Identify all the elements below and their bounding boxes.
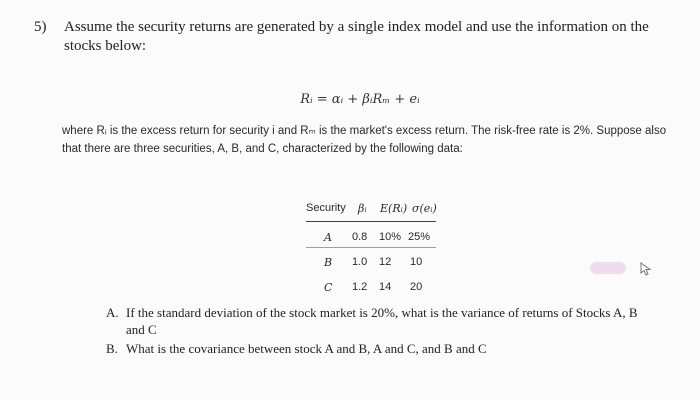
table-cell-return-b: 12 xyxy=(379,256,392,268)
question-number: 5) xyxy=(34,19,47,35)
sub-question-text: What is the covariance between stock A and B, A and C, and B and C xyxy=(126,341,487,356)
table-header-residual-sd: σ(eᵢ) xyxy=(412,202,437,215)
sub-question-label: B. xyxy=(106,341,118,356)
table-cell-beta-c: 1.2 xyxy=(352,281,368,293)
table-cell-beta-a: 0.8 xyxy=(352,231,368,243)
table-header-expected-return: E(Rᵢ) xyxy=(380,202,408,215)
table-header-security: Security xyxy=(306,202,346,214)
equation-text: Rᵢ = αᵢ + βᵢRₘ + eᵢ xyxy=(300,92,420,107)
sub-question-label: A. xyxy=(106,305,119,320)
table-cell-security-c: C xyxy=(324,281,333,294)
sub-questions xyxy=(106,304,646,359)
table-cell-beta-b: 1.0 xyxy=(352,256,368,268)
question-text: Assume the security returns are generated by a single index model and use the information on the stocks below: xyxy=(64,19,649,54)
table-cell-security-b: B xyxy=(324,256,333,269)
index-model-equation xyxy=(0,92,700,107)
table-cell-return-a: 10% xyxy=(379,231,402,243)
table-cell-security-a: A xyxy=(324,231,332,244)
table-row-rule xyxy=(306,247,436,248)
sub-question-b xyxy=(106,340,646,357)
mouse-pointer-icon xyxy=(640,262,652,281)
sub-question-text: If the standard deviation of the stock market is 20%, what is the variance of returns of Stocks A, B and C xyxy=(126,305,638,337)
sub-question-a xyxy=(106,304,646,338)
highlight-mark xyxy=(590,262,626,274)
table-cell-sd-c: 20 xyxy=(410,281,423,293)
description-paragraph: where Rᵢ is the excess return for security i and Rₘ is the market's excess return. The risk-free rate is 2%. Suppose also that there are three securities, A, B, and C, characterized by the following data: xyxy=(62,125,667,155)
table-cell-return-c: 14 xyxy=(379,281,392,293)
table-header-beta: βᵢ xyxy=(358,202,367,215)
table-cell-sd-a: 25% xyxy=(408,231,431,243)
table-header-rule xyxy=(306,221,436,222)
table-cell-sd-b: 10 xyxy=(410,256,423,268)
